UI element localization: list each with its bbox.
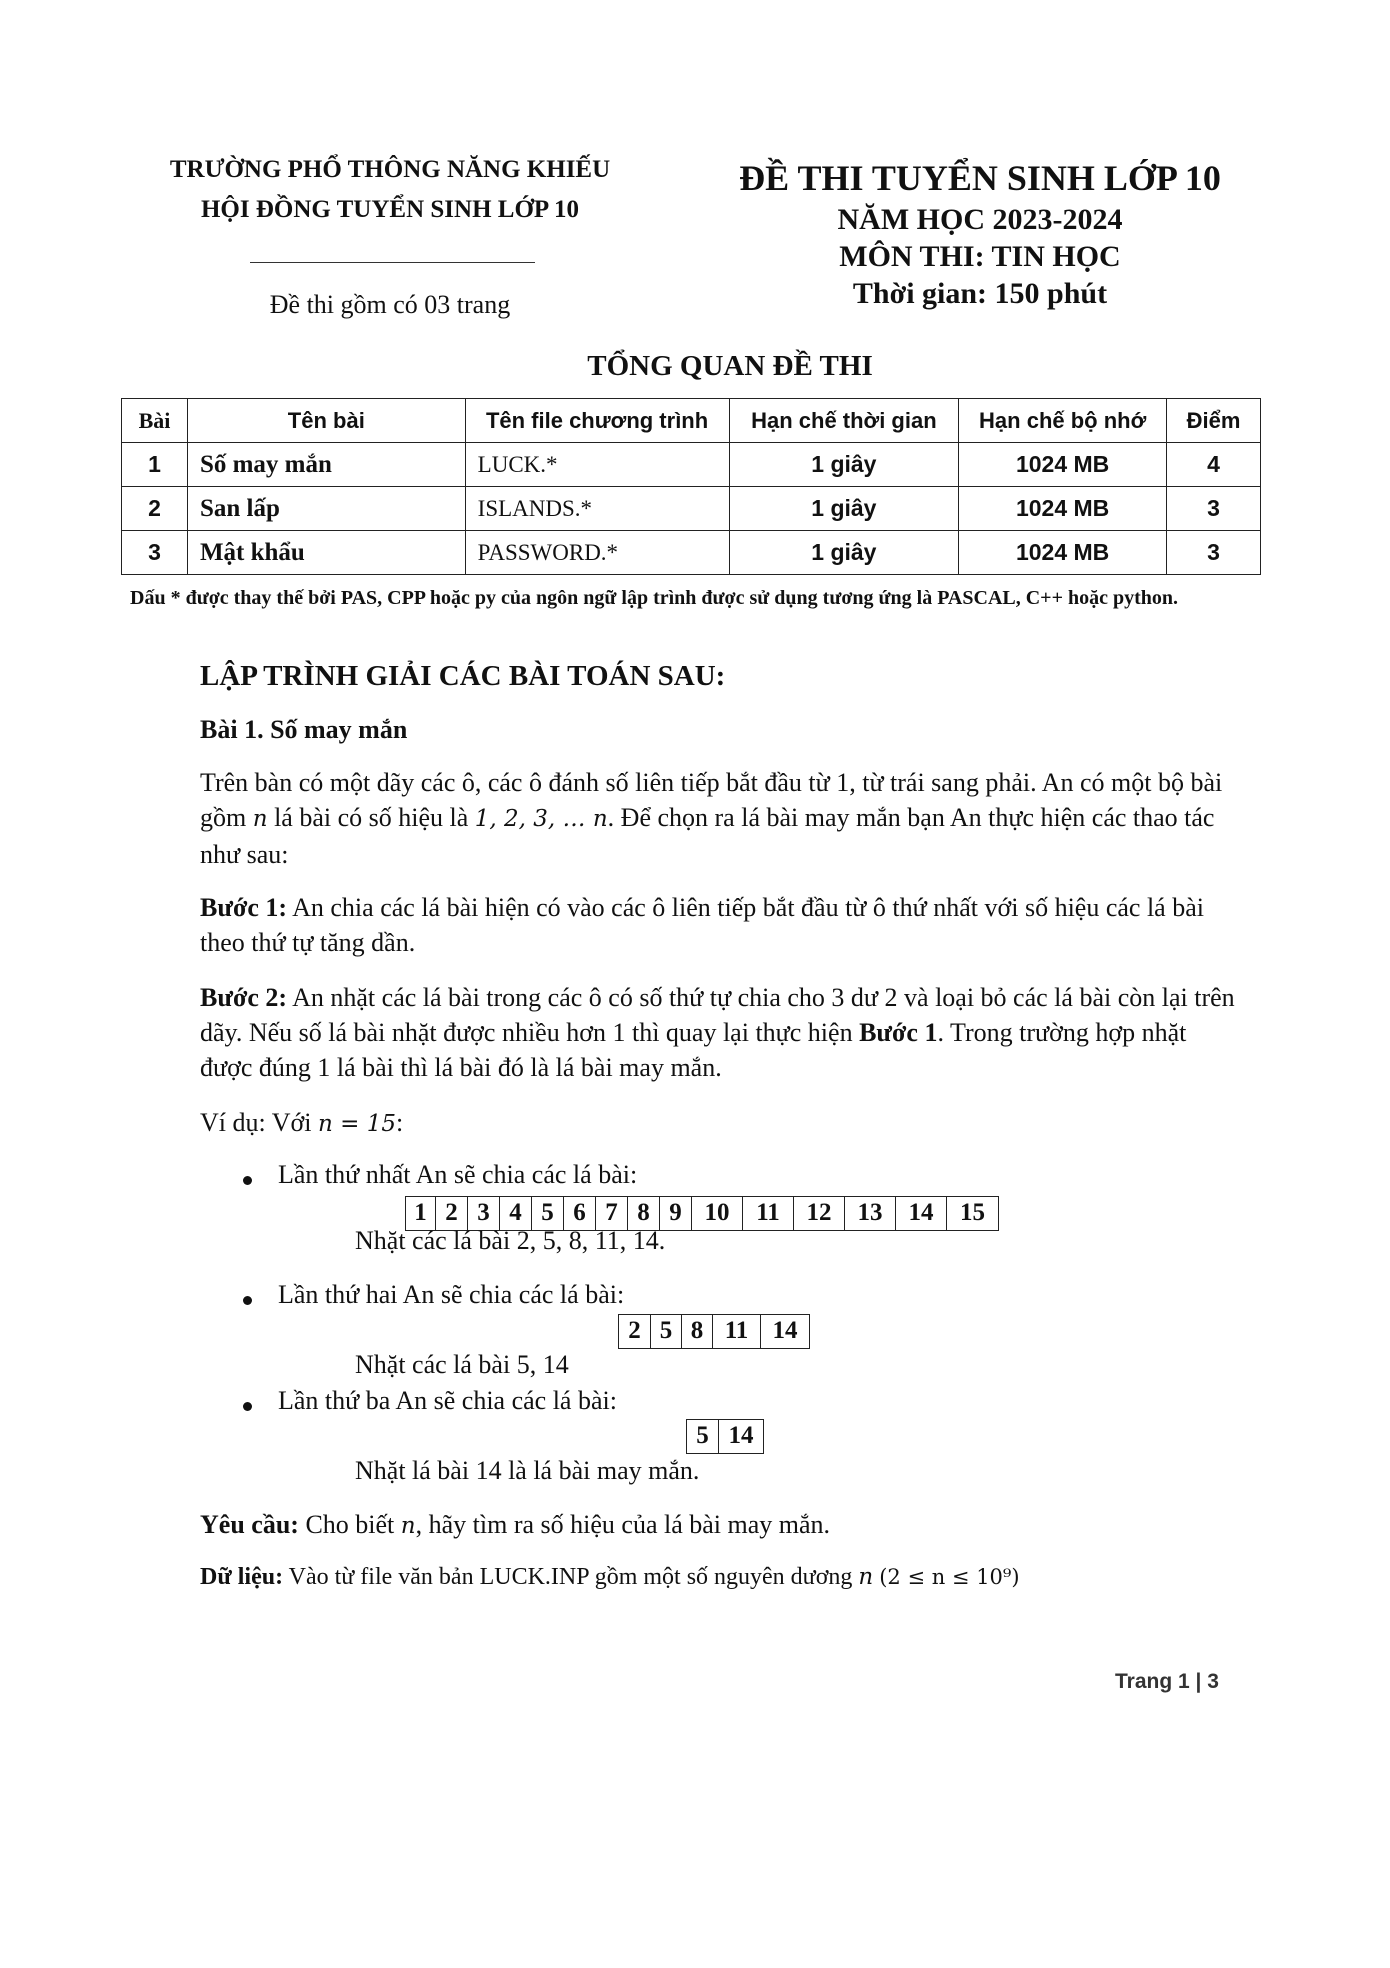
cell-file: ISLANDS.* xyxy=(465,487,729,531)
cell-index: 1 xyxy=(122,443,188,487)
cell-name: Mật khẩu xyxy=(187,531,465,575)
subject: MÔN THI: TIN HỌC xyxy=(839,240,1121,273)
step-2: Bước 2: An nhặt các lá bài trong các ô có số thứ tự chia cho 3 dư 2 và loại bỏ các lá bài còn lại trên dãy. Nếu số lá bài nhặt được nhiều hơn 1 thì quay lại thực hiện Bước 1. Trong trường hợp nhặt được đúng 1 lá bài thì lá bài đó là lá bài may mắn. xyxy=(200,983,1235,1082)
cell-score: 3 xyxy=(1167,531,1261,575)
bullet-icon xyxy=(243,1296,252,1305)
table-row xyxy=(122,487,1261,531)
section-title: LẬP TRÌNH GIẢI CÁC BÀI TOÁN SAU: xyxy=(200,660,726,692)
cell-time: 1 giây xyxy=(729,531,959,575)
card-cell: 14 xyxy=(772,1317,798,1344)
round-2-text: Lần thứ hai An sẽ chia các lá bài: xyxy=(278,1280,625,1309)
card-cell: 4 xyxy=(500,1197,532,1230)
card-cell: 11 xyxy=(713,1315,761,1348)
input-spec: Dữ liệu: Vào từ file văn bản LUCK.INP gồm một số nguyên dương n (2 ≤ n ≤ 10⁹) xyxy=(200,1564,1020,1590)
round-3-text: Lần thứ ba An sẽ chia các lá bài: xyxy=(278,1386,617,1415)
card-cell: 7 xyxy=(596,1197,628,1230)
card-cell: 5 xyxy=(651,1315,682,1348)
school-year: NĂM HỌC 2023-2024 xyxy=(837,203,1123,236)
col-header: Điểm xyxy=(1167,399,1261,443)
table-header-row xyxy=(122,399,1261,443)
cell-index: 2 xyxy=(122,487,188,531)
card-cell: 11 xyxy=(743,1197,794,1230)
cell-score: 4 xyxy=(1167,443,1261,487)
card-cell: 8 xyxy=(682,1315,713,1348)
card-cell: 5 xyxy=(532,1197,564,1230)
cell-score: 3 xyxy=(1167,487,1261,531)
exam-title: ĐỀ THI TUYỂN SINH LỚP 10 xyxy=(739,158,1221,198)
council-name: HỘI ĐỒNG TUYỂN SINH LỚP 10 xyxy=(200,196,580,223)
round-2-result: Nhặt các lá bài 5, 14 xyxy=(355,1350,569,1379)
card-cell: 12 xyxy=(794,1197,845,1230)
card-cell: 6 xyxy=(564,1197,596,1230)
round-2-cards xyxy=(618,1314,810,1349)
card-cell: 8 xyxy=(628,1197,660,1230)
bullet-icon xyxy=(243,1176,252,1185)
page-number: Trang 1 | 3 xyxy=(1115,1670,1219,1693)
card-cell: 2 xyxy=(619,1315,651,1348)
card-cell: 14 xyxy=(896,1197,947,1230)
cell-name: Số may mắn xyxy=(187,443,465,487)
cell-time: 1 giây xyxy=(729,487,959,531)
step-1: Bước 1: An chia các lá bài hiện có vào các ô liên tiếp bắt đầu từ ô thứ nhất với số hiệu các lá bài theo thứ tự tăng dần. xyxy=(200,893,1204,957)
cell-memory: 1024 MB xyxy=(959,487,1167,531)
overview-table xyxy=(121,398,1261,575)
card-cell: 3 xyxy=(468,1197,500,1230)
school-name: TRƯỜNG PHỔ THÔNG NĂNG KHIẾU xyxy=(169,156,611,183)
cell-file: LUCK.* xyxy=(465,443,729,487)
cell-file: PASSWORD.* xyxy=(465,531,729,575)
round-3-cards xyxy=(686,1419,764,1454)
card-cell: 10 xyxy=(692,1197,743,1230)
extension-note: Dấu * được thay thế bởi PAS, CPP hoặc py của ngôn ngữ lập trình được sử dụng tương ứng là PASCAL, C++ hoặc python. xyxy=(130,587,1178,609)
col-header: Hạn chế bộ nhớ xyxy=(959,399,1167,443)
problem-intro: Trên bàn có một dãy các ô, các ô đánh số liên tiếp bắt đầu từ 1, từ trái sang phải. An có một bộ bài gồm n lá bài có số hiệu là 1, 2, 3, … n. Để chọn ra lá bài may mắn bạn An thực hiện các thao tác như sau: xyxy=(200,768,1223,869)
cell-memory: 1024 MB xyxy=(959,531,1167,575)
example-intro: Ví dụ: Với n = 15: xyxy=(200,1108,404,1137)
table-row xyxy=(122,531,1261,575)
card-cell: 1 xyxy=(406,1197,436,1230)
cell-name: San lấp xyxy=(187,487,465,531)
col-header: Tên bài xyxy=(187,399,465,443)
round-1-result: Nhặt các lá bài 2, 5, 8, 11, 14. xyxy=(355,1226,666,1255)
header-left xyxy=(95,150,685,230)
col-header: Hạn chế thời gian xyxy=(729,399,959,443)
col-header: Tên file chương trình xyxy=(465,399,729,443)
header-divider xyxy=(250,262,535,263)
table-row xyxy=(122,443,1261,487)
overview-title: TỔNG QUAN ĐỀ THI xyxy=(587,350,873,382)
card-cell: 15 xyxy=(960,1199,985,1226)
card-cell: 13 xyxy=(845,1197,896,1230)
duration: Thời gian: 150 phút xyxy=(852,277,1108,310)
bullet-icon xyxy=(243,1402,252,1411)
card-cell: 14 xyxy=(728,1422,754,1449)
card-cell: 9 xyxy=(660,1197,692,1230)
cell-memory: 1024 MB xyxy=(959,443,1167,487)
card-cell: 5 xyxy=(687,1420,719,1453)
round-1-text: Lần thứ nhất An sẽ chia các lá bài: xyxy=(278,1160,638,1189)
card-cell: 2 xyxy=(436,1197,468,1230)
problem-title: Bài 1. Số may mắn xyxy=(200,715,408,744)
requirement: Yêu cầu: Cho biết n, hãy tìm ra số hiệu của lá bài may mắn. xyxy=(200,1510,831,1539)
cell-time: 1 giây xyxy=(729,443,959,487)
header-right xyxy=(700,155,1260,312)
col-header: Bài xyxy=(122,399,188,443)
round-3-result: Nhặt lá bài 14 là lá bài may mắn. xyxy=(355,1456,700,1485)
cell-index: 3 xyxy=(122,531,188,575)
pages-note: Đề thi gồm có 03 trang xyxy=(269,290,511,319)
